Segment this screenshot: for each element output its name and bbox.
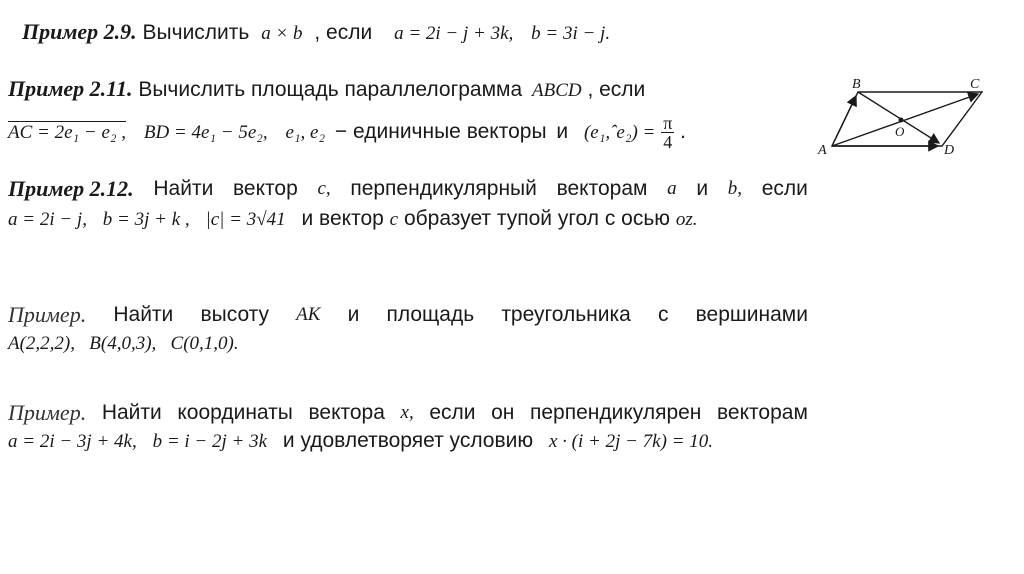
dot-product-condition: x · (i + 2j − 7k) = 10. [548, 431, 714, 452]
vector-c: c, [317, 178, 331, 199]
angle-formula: (e₁,ˆe₂) = [583, 122, 656, 144]
cross-product-formula: a × b [261, 23, 303, 44]
task-text: Вычислить площадь параллелограмма [138, 78, 523, 101]
vector-c-magnitude: |c| = 3√41 [205, 209, 286, 230]
example-2-12-line1 [8, 176, 808, 202]
parallelogram-name: ABCD [532, 80, 582, 101]
example-2-9 [22, 19, 610, 47]
condition-text: , если [314, 21, 373, 44]
vector-ac-formula: AC = 2e₁ − e₂ , [8, 122, 126, 144]
example-title: Пример 2.9. [22, 19, 137, 44]
word: площадь [386, 303, 475, 326]
label-c: C [970, 77, 980, 92]
word: если [429, 401, 476, 424]
word: Найти [101, 401, 162, 424]
word: Найти [113, 303, 174, 326]
word: вектора [308, 401, 385, 424]
word: с [657, 303, 669, 326]
example-title: Пример 2.12. [8, 176, 134, 201]
text: образует тупой угол с осью [403, 207, 671, 230]
label-b: B [852, 77, 861, 92]
example-2-11-line2 [8, 114, 686, 151]
word: и [696, 177, 709, 200]
condition-text: , если [587, 78, 646, 101]
word: перпендикулярный [350, 177, 537, 200]
label-d: D [944, 143, 955, 158]
text: и вектор [301, 207, 384, 230]
word: высоту [200, 303, 270, 326]
center-point [899, 118, 904, 123]
vector-b-formula: b = 3i − j. [531, 23, 611, 44]
example-2-11-line1 [8, 76, 645, 104]
example-title: Пример. [8, 302, 87, 327]
pi-over-four [661, 114, 674, 151]
axis-oz: oz. [675, 209, 698, 230]
and-text: и [556, 120, 569, 144]
word: перпендикулярен [530, 401, 702, 424]
example-title: Пример 2.11. [8, 76, 133, 101]
label-a: A [818, 143, 827, 158]
example-vector-x-line1 [8, 400, 808, 426]
segment-ak: АК [296, 304, 321, 325]
task-text: Вычислить [142, 21, 250, 44]
vector-b-formula: b = i − 2j + 3k [152, 431, 268, 452]
label-o: O [895, 124, 905, 139]
example-title: Пример. [8, 400, 87, 425]
vector-b: b, [727, 178, 743, 199]
vector-bd-formula: BD = 4e₁ − 5e₂, [143, 122, 268, 144]
dash-text: − [334, 120, 348, 144]
basis-vectors: e₁, e₂ [285, 122, 326, 144]
vector-a-formula: a = 2i − j + 3k, [394, 23, 514, 44]
word: и [347, 303, 360, 326]
word: векторам [556, 177, 648, 200]
unit-vectors-text: единичные векторы [353, 120, 547, 144]
vector-a-formula: a = 2i − 3j + 4k, [8, 431, 137, 452]
vector-x: x, [400, 402, 414, 423]
word: векторам [717, 401, 808, 424]
word: треугольника [501, 303, 631, 326]
fraction-numerator: π [663, 113, 673, 133]
example-vector-x-line2 [8, 428, 713, 455]
word: Найти [153, 177, 214, 200]
word: если [761, 177, 808, 200]
parallelogram-diagram [812, 74, 992, 164]
fraction-denominator: 4 [663, 132, 673, 152]
text: и удовлетворяет условию [282, 429, 534, 452]
word: вершинами [695, 303, 808, 326]
example-height-line2 [8, 330, 239, 357]
vector-a: a [667, 178, 677, 199]
example-2-12-line2 [8, 206, 698, 233]
vector-c: c [389, 209, 399, 230]
vector-a-formula: a = 2i − j, [8, 209, 87, 230]
period-text: . [680, 120, 686, 144]
example-height-line1 [8, 302, 808, 328]
triangle-vertices: A(2,2,2), B(4,0,3), C(0,1,0). [8, 333, 239, 354]
word: координаты [177, 401, 293, 424]
word: он [491, 401, 515, 424]
vector-b-formula: b = 3j + k , [102, 209, 190, 230]
word: вектор [233, 177, 298, 200]
